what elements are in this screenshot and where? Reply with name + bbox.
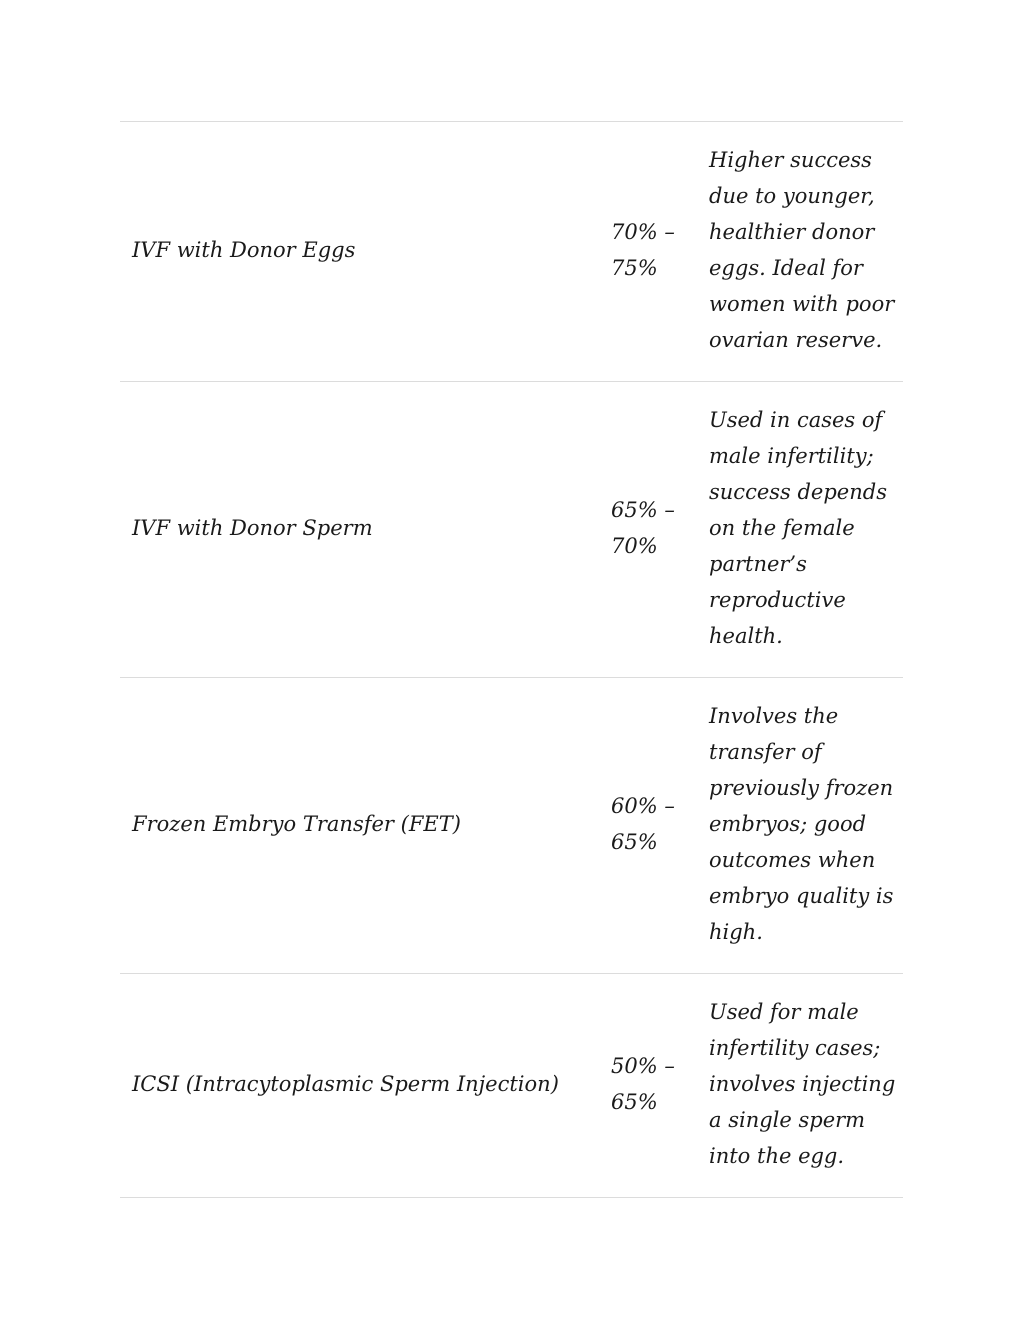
notes-cell: Used for male infertility cases; involves injecting a single sperm into the egg. — [709, 999, 896, 1168]
table-row — [120, 974, 903, 1198]
notes-cell: Used in cases of male infertility; success depends on the female partner’s reproductive health. — [709, 407, 887, 648]
treatment-cell: ICSI (Intracytoplasmic Sperm Injection) — [132, 1071, 559, 1096]
notes-cell: Higher success due to younger, healthier donor eggs. Ideal for women with poor ovarian reserve. — [709, 147, 895, 352]
table-row — [120, 678, 903, 974]
success-rate-cell: 60% – 65% — [611, 793, 675, 854]
success-rates-table — [120, 121, 903, 1198]
success-rate-cell: 70% – 75% — [611, 219, 675, 280]
success-rate-cell: 65% – 70% — [611, 497, 675, 558]
treatment-cell: IVF with Donor Eggs — [132, 237, 356, 262]
table-row — [120, 122, 903, 382]
table-row — [120, 382, 903, 678]
treatment-cell: IVF with Donor Sperm — [132, 515, 373, 540]
notes-cell: Involves the transfer of previously frozen embryos; good outcomes when embryo quality is high. — [709, 703, 894, 944]
success-rate-cell: 50% – 65% — [611, 1053, 675, 1114]
treatment-cell: Frozen Embryo Transfer (FET) — [132, 811, 461, 836]
